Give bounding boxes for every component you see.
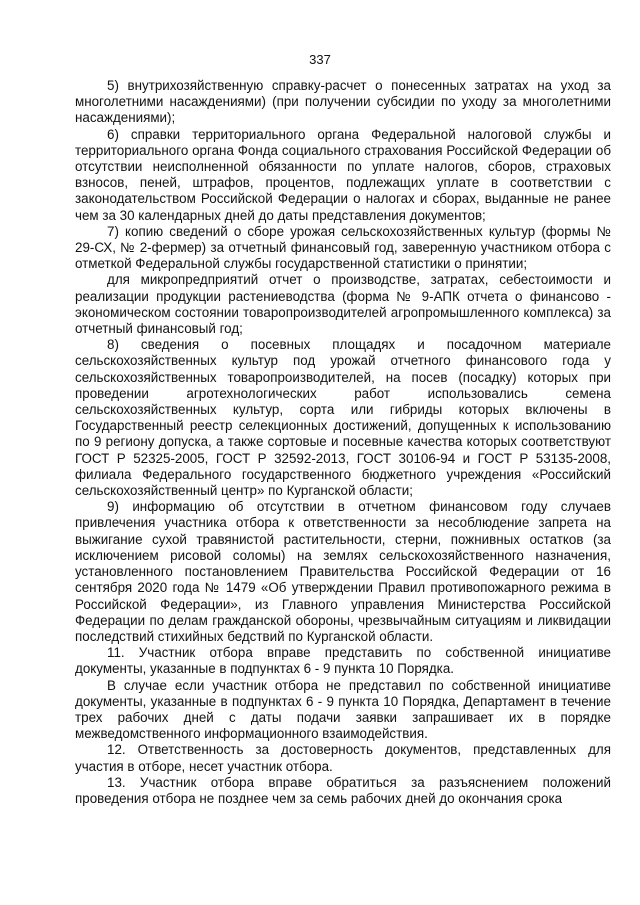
paragraph-clause-13: 13. Участник отбора вправе обратиться за разъяснением положений проведения отбора не позднее чем за семь рабочих дней до окончания срока (75, 774, 611, 806)
paragraph-clause-12: 12. Ответственность за достоверность документов, представленных для участия в отборе, несет участник отбора. (75, 742, 611, 774)
page-number: 337 (309, 52, 331, 67)
paragraph-item-6: 6) справки территориального органа Федеральной налоговой службы и территориального органа Фонда социального страхования Российской Федерации об отсутствии неисполненной обязанности по уплате налогов, сборов, страховых взносов, пеней, штрафов, процентов, подлежащих уплате в соответствии с законодательством Российской Федерации о налогах и сборах, выданные не ранее чем за 30 календарных дней до даты представления документов; (75, 126, 611, 223)
paragraph-clause-11: 11. Участник отбора вправе представить по собственной инициативе документы, указанные в подпунктах 6 - 9 пункта 10 Порядка. (75, 645, 611, 677)
paragraph-micro-enterprises: для микропредприятий отчет о производстве, затратах, себестоимости и реализации продукции растениеводства (форма № 9-АПК отчета о финансово - экономическом состоянии товаропроизводителей агропромышленного комплекса) за отчетный финансовый год; (75, 272, 611, 337)
paragraph-clause-11-continued: В случае если участник отбора не представил по собственной инициативе документы, указанные в подпунктах 6 - 9 пункта 10 Порядка, Департамент в течение трех рабочих дней с даты подачи заявки запрашивает их в порядке межведомственного информационного взаимодействия. (75, 677, 611, 742)
paragraph-item-9: 9) информацию об отсутствии в отчетном финансовом году случаев привлечения участника отбора к ответственности за несоблюдение запрета на выжигание сухой травянистой растительности, стерни, пожнивных остатков (за исключением рисовой соломы) на землях сельскохозяйственного назначения, установленного постановлением Правительства Российской Федерации от 16 сентября 2020 года № 1479 «Об утверждении Правил противопожарного режима в Российской Федерации», из Главного управления Министерства Российской Федерации по делам гражданской обороны, чрезвычайным ситуациям и ликвидации последствий стихийных бедствий по Курганской области. (75, 499, 611, 644)
document-body (75, 78, 611, 807)
paragraph-item-7: 7) копию сведений о сборе урожая сельскохозяйственных культур (формы № 29-СХ, № 2-фермер) за отчетный финансовый год, заверенную участником отбора с отметкой Федеральной службы государственной статистики о принятии; (75, 223, 611, 272)
paragraph-item-5: 5) внутрихозяйственную справку-расчет о понесенных затратах на уход за многолетними насаждениями) (при получении субсидии по уходу за многолетними насаждениями); (75, 78, 611, 126)
paragraph-item-8: 8) сведения о посевных площадях и посадочном материале сельскохозяйственных культур под урожай отчетного финансового года у сельскохозяйственных товаропроизводителей, на посев (посадку) которых при проведении агротехнологических работ использовались семена сельскохозяйственных культур, сорта или гибриды которых включены в Государственный реестр селекционных достижений, допущенных к использованию по 9 региону допуска, а также сортовые и посевные качества которых соответствуют ГОСТ Р 52325-2005, ГОСТ Р 32592-2013, ГОСТ 30106-94 и ГОСТ Р 53135-2008, филиала Федерального государственного бюджетного учреждения «Российский сельскохозяйственный центр» по Курганской области; (75, 337, 611, 499)
